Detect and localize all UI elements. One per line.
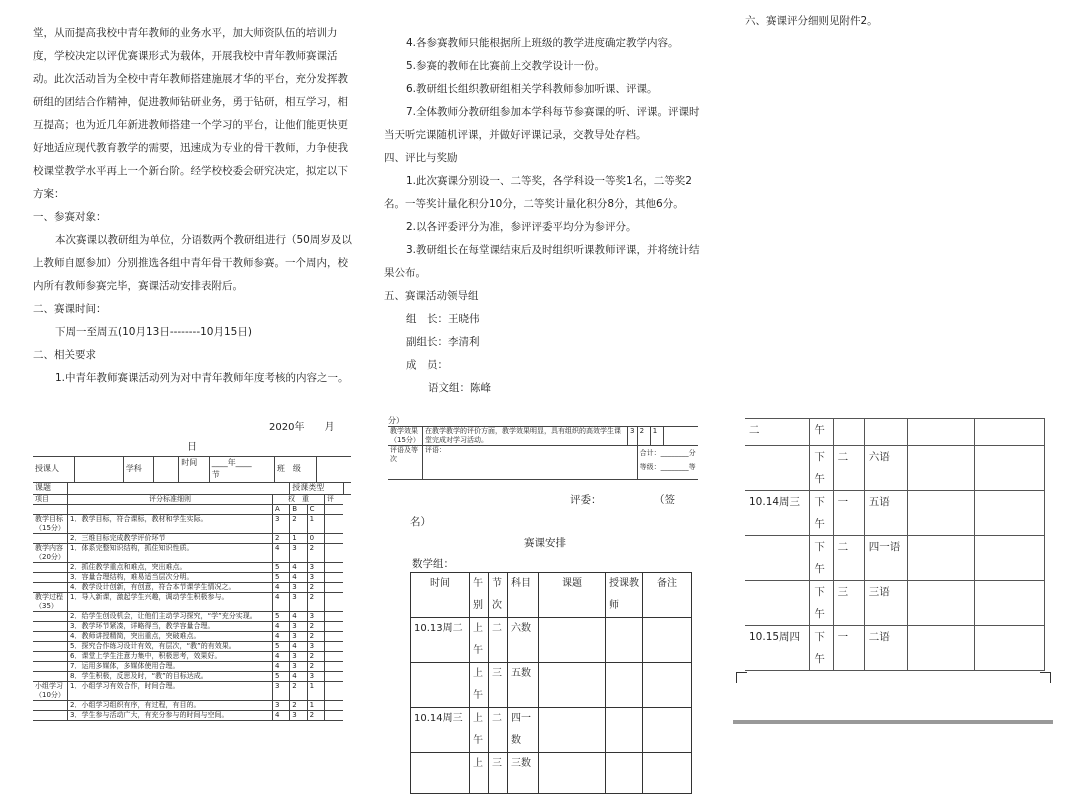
weight-a: 4 xyxy=(273,544,290,563)
paragraph-line: 互提高；也为近几年新进教师搭建一个学习的平台，让他们能更快更 xyxy=(33,119,348,131)
requirement-7a: 7.全体教师分教研组参加本学科每节参赛课的听、评课。评课时 xyxy=(406,106,700,118)
total-line: 合计：________分 xyxy=(639,449,696,457)
weight-a: 2 xyxy=(273,534,290,544)
section-leaders-title: 五、赛课活动领导组 xyxy=(384,290,479,302)
weight-a: 4 xyxy=(273,593,290,612)
schedule-cell xyxy=(606,708,643,753)
right-schedule-cell xyxy=(833,419,864,446)
head-period: 节次 xyxy=(489,573,508,618)
schedule-cell: 上午 xyxy=(470,618,489,663)
math-group-label: 数学组： xyxy=(412,558,454,570)
schedule-cell xyxy=(539,753,606,794)
notice-page-1 xyxy=(33,22,363,392)
right-schedule-cell: 下午 xyxy=(810,536,833,581)
right-schedule-cell: 午 xyxy=(810,419,833,446)
weight-b: 3 xyxy=(290,711,307,721)
criteria-rows xyxy=(33,515,351,721)
criteria-item: 7．运用多媒体，多媒体使用合理。 xyxy=(68,662,273,672)
requirement-4: 4.各参赛教师只能根据所上班级的教学进度确定教学内容。 xyxy=(406,37,679,49)
criteria-row xyxy=(33,573,351,583)
right-schedule-cell: 二语 xyxy=(864,626,907,671)
right-schedule-cell: 三 xyxy=(833,581,864,626)
criteria-row xyxy=(33,593,351,612)
criteria-group xyxy=(33,711,68,721)
weight-b: 2 xyxy=(290,701,307,711)
weight-c: 3 xyxy=(307,612,324,622)
criteria-group xyxy=(33,534,68,544)
right-schedule-cell xyxy=(975,446,1045,491)
right-schedule-cell xyxy=(864,419,907,446)
weight-a: 4 xyxy=(273,652,290,662)
paragraph-line: 本次赛课以教研组为单位，分语数两个教研组进行（50周岁及以 xyxy=(55,234,352,246)
section-awards-title: 四、评比与奖励 xyxy=(384,152,458,164)
weight-c: 3 xyxy=(307,672,324,682)
schedule-cell: 10.13周二 xyxy=(411,618,470,663)
head-subject: 科目 xyxy=(508,573,539,618)
score-cell xyxy=(325,622,344,632)
right-schedule-cell: 二 xyxy=(745,419,810,446)
class-label: 班 级 xyxy=(274,457,316,483)
criteria-group xyxy=(33,622,68,632)
weight-a: 4 xyxy=(273,583,290,593)
right-schedule-cell: 下午 xyxy=(810,491,833,536)
weight-c: 2 xyxy=(307,662,324,672)
form-table-wrap xyxy=(33,456,351,721)
weight-c: 1 xyxy=(307,682,324,701)
schedule-cell xyxy=(539,708,606,753)
schedule-row xyxy=(411,618,692,663)
schedule-cell xyxy=(643,663,692,708)
right-schedule-row xyxy=(745,491,1045,536)
contest-time-text: 下周一至周五(10月13日--------10月15日) xyxy=(55,326,252,338)
notice-page-2 xyxy=(384,32,719,392)
criteria-item: 2．小组学习组织有序，有过程，有目的。 xyxy=(68,701,273,711)
page-shadow-bar xyxy=(733,720,1053,724)
criteria-group xyxy=(33,632,68,642)
award-3b: 果公布。 xyxy=(384,267,426,279)
weight-c: 2 xyxy=(307,622,324,632)
criteria-item: 4．教学设计创新，有创意，符合本节课学生情况之。 xyxy=(68,583,273,593)
criteria-group xyxy=(33,662,68,672)
criteria-row xyxy=(33,672,351,682)
right-schedule-cell xyxy=(908,626,975,671)
comment-text: 评语： xyxy=(423,446,638,480)
weight-b: 3 xyxy=(290,593,307,612)
paragraph-line: 内所有教师参赛完毕，赛课活动安排表附后。 xyxy=(33,280,243,292)
weight-b: 4 xyxy=(290,672,307,682)
paragraph-line: 好地适应现代教育教学的需要，迅速成为专业的骨干教师，力争使我 xyxy=(33,142,348,154)
criteria-group xyxy=(33,612,68,622)
section-participants-title: 一、参赛对象： xyxy=(33,211,107,223)
criteria-group: 教学目标（15分） xyxy=(33,515,68,534)
weight-a: 3 xyxy=(273,515,290,534)
weight-a: 4 xyxy=(273,662,290,672)
right-schedule-row xyxy=(745,446,1045,491)
vice-leader-line: 副组长：李清利 xyxy=(406,336,480,348)
right-schedule-row xyxy=(745,626,1045,671)
schedule-cell: 三 xyxy=(489,663,508,708)
time-blank xyxy=(209,457,274,483)
period-label: 节 xyxy=(211,470,220,479)
head-half: 午别 xyxy=(470,573,489,618)
weight-c: 2 xyxy=(307,593,324,612)
weight-b: 3 xyxy=(290,622,307,632)
participants-paragraph xyxy=(33,229,363,298)
weight-a: 5 xyxy=(273,612,290,622)
schedule-cell: 六数 xyxy=(508,618,539,663)
requirement-5: 5.参赛的教师在比赛前上交教学设计一份。 xyxy=(406,60,606,72)
head-teacher: 授课教师 xyxy=(606,573,643,618)
criteria-group xyxy=(33,563,68,573)
right-schedule-cell: 六语 xyxy=(864,446,907,491)
weight-a: 3 xyxy=(273,701,290,711)
schedule-cell xyxy=(643,708,692,753)
weight-c: 1 xyxy=(307,701,324,711)
right-schedule-row xyxy=(745,536,1045,581)
criteria-item: 5．探究合作练习设计有效，有层次，“教”的有效果。 xyxy=(68,642,273,652)
form-main-table xyxy=(33,482,351,721)
criteria-row xyxy=(33,622,351,632)
right-schedule-row xyxy=(745,581,1045,626)
right-schedule-cell: 10.15周四 xyxy=(745,626,810,671)
schedule-cell xyxy=(411,663,470,708)
right-schedule-cell xyxy=(975,419,1045,446)
paragraph-line: 研组的团结合作精神，促进教师钻研业务，勇于钻研，相互学习，相 xyxy=(33,96,348,108)
schedule-page-right xyxy=(745,418,1055,750)
head-remark: 备注 xyxy=(643,573,692,618)
right-schedule-cell: 下午 xyxy=(810,626,833,671)
award-1b: 名。一等奖计量化积分10分，二等奖计量化积分8分，其他6分。 xyxy=(384,198,684,210)
criteria-item: 3．容量合理结构，难易适当层次分明。 xyxy=(68,573,273,583)
right-schedule-cell xyxy=(745,536,810,581)
schedule-page xyxy=(384,412,719,769)
weight-b: 4 xyxy=(290,563,307,573)
form-date-day: 日 xyxy=(187,442,197,453)
grade-b: B xyxy=(290,505,307,515)
criteria-group xyxy=(33,583,68,593)
right-schedule-cell xyxy=(745,581,810,626)
criteria-item: 1．教学目标，符合课标，教材和学生实际。 xyxy=(68,515,273,534)
right-schedule-cell xyxy=(908,446,975,491)
schedule-cell: 五数 xyxy=(508,663,539,708)
schedule-cell: 上午 xyxy=(470,663,489,708)
criteria-item: 1．导入新课，激起学生兴趣，调动学生积极参与。 xyxy=(68,593,273,612)
intro-paragraph xyxy=(33,22,363,206)
right-schedule-cell xyxy=(975,491,1045,536)
right-schedule-cell: 10.14周三 xyxy=(745,491,810,536)
effect-w-a: 3 xyxy=(628,427,638,446)
crop-mark-left xyxy=(736,672,747,683)
weight-a: 5 xyxy=(273,642,290,652)
weight-a: 3 xyxy=(273,682,290,701)
weight-c: 2 xyxy=(307,632,324,642)
criteria-row xyxy=(33,632,351,642)
weight-c: 2 xyxy=(307,544,324,563)
weight-a: 4 xyxy=(273,711,290,721)
criteria-row xyxy=(33,515,351,534)
schedule-cell: 二 xyxy=(489,708,508,753)
schedule-cell: 四一数 xyxy=(508,708,539,753)
crop-mark-right xyxy=(1040,672,1051,683)
score-cell xyxy=(325,652,344,662)
schedule-cell: 三数 xyxy=(508,753,539,794)
score-cell xyxy=(325,682,344,701)
criteria-row xyxy=(33,682,351,701)
right-schedule-row xyxy=(745,419,1045,446)
section-requirements-title: 二、相关要求 xyxy=(33,349,96,361)
weight-a: 5 xyxy=(273,563,290,573)
schedule-table xyxy=(410,572,692,794)
award-3a: 3.教研组长在每堂课结束后及时组织听课教师评课，并将统计结 xyxy=(406,244,700,256)
schedule-cell xyxy=(606,753,643,794)
paragraph-line: 方案： xyxy=(33,188,65,200)
schedule-cell xyxy=(643,753,692,794)
schedule-cell: 10.14周三 xyxy=(411,708,470,753)
criteria-item: 2．三维目标完成教学评价环节 xyxy=(68,534,273,544)
schedule-cell: 二 xyxy=(489,618,508,663)
criteria-row xyxy=(33,612,351,622)
head-time: 时间 xyxy=(411,573,470,618)
criteria-item: 1．小组学习有效合作，时间合理。 xyxy=(68,682,273,701)
leader-line: 组 长：王晓伟 xyxy=(406,313,480,325)
right-schedule-cell: 下午 xyxy=(810,446,833,491)
notice-page-3-top xyxy=(745,15,1055,38)
score-cell xyxy=(325,711,344,721)
criteria-row xyxy=(33,711,351,721)
score-cell xyxy=(325,632,344,642)
criteria-row xyxy=(33,662,351,672)
col-criteria: 评分标准细则 xyxy=(68,495,273,505)
schedule-cell xyxy=(643,618,692,663)
score-cell xyxy=(325,515,344,534)
criteria-row xyxy=(33,583,351,593)
weight-a: 5 xyxy=(273,672,290,682)
topic-label: 课题 xyxy=(33,483,68,495)
right-schedule-cell: 三语 xyxy=(864,581,907,626)
paragraph-line: 上教师自愿参加）分别推选各组中青年骨干教师参赛。一个周内，校 xyxy=(33,257,348,269)
award-2: 2.以各评委评分为准，参评评委平均分为参评分。 xyxy=(406,221,637,233)
weight-b: 4 xyxy=(290,612,307,622)
paragraph-line: 度，学校决定以评优赛课形式为载体，开展我校中青年教师赛课活 xyxy=(33,50,338,62)
right-schedule-cell xyxy=(745,446,810,491)
judge-sign-2: 名） xyxy=(410,516,431,528)
cut-text: 分） xyxy=(388,416,404,425)
score-cell xyxy=(325,573,344,583)
paragraph-line: 校课堂教学水平再上一个新台阶。经学校校委会研究决定，拟定以下 xyxy=(33,165,348,177)
right-schedule-cell: 二 xyxy=(833,536,864,581)
lesson-type-label: 授课类型 xyxy=(290,483,343,495)
right-schedule-cell xyxy=(908,491,975,536)
schedule-cell xyxy=(539,618,606,663)
time-label-text: 时间 xyxy=(181,458,198,467)
total-and-grade xyxy=(637,446,698,480)
score-cell xyxy=(325,563,344,573)
score-cell xyxy=(325,612,344,622)
form-header-table xyxy=(33,456,351,483)
criteria-row xyxy=(33,652,351,662)
effect-w-c: 1 xyxy=(650,427,663,446)
weight-c: 0 xyxy=(307,534,324,544)
weight-b: 2 xyxy=(290,682,307,701)
weight-c: 3 xyxy=(307,573,324,583)
right-schedule-cell: 五语 xyxy=(864,491,907,536)
criteria-group: 教学内容（20分） xyxy=(33,544,68,563)
weight-a: 4 xyxy=(273,622,290,632)
right-schedule-rows xyxy=(745,419,1045,671)
members-cut-line: 语文组：陈峰 xyxy=(428,382,491,394)
head-topic: 课题 xyxy=(539,573,606,618)
award-1a: 1.此次赛课分别设一、二等奖，各学科设一等奖1名，二等奖2 xyxy=(406,175,692,187)
subject-label: 学科 xyxy=(123,457,153,483)
criteria-group xyxy=(33,672,68,682)
score-cell xyxy=(325,593,344,612)
right-schedule-cell xyxy=(908,536,975,581)
requirement-7b: 当天听完课随机评课，并做好评课记录，交教导处存档。 xyxy=(384,129,647,141)
criteria-item: 4．教师讲授精简，突出重点，突破难点。 xyxy=(68,632,273,642)
grade-c: C xyxy=(307,505,324,515)
weight-b: 2 xyxy=(290,515,307,534)
criteria-row xyxy=(33,534,351,544)
criteria-group xyxy=(33,642,68,652)
weight-b: 1 xyxy=(290,534,307,544)
weight-c: 2 xyxy=(307,711,324,721)
schedule-title: 赛课安排 xyxy=(524,537,566,549)
weight-b: 4 xyxy=(290,573,307,583)
criteria-item: 2．给学生创设机会，让他们主动学习探究，“学”充分实现。 xyxy=(68,612,273,622)
right-schedule-cell: 下午 xyxy=(810,581,833,626)
right-schedule-table xyxy=(745,418,1045,671)
criteria-item: 1．体系完整知识结构，抓住知识性质。 xyxy=(68,544,273,563)
requirement-6: 6.教研组长组织教研组相关学科教师参加听课、评课。 xyxy=(406,83,658,95)
grade-a: A xyxy=(273,505,290,515)
time-blank-text: ____年____ xyxy=(211,458,252,467)
schedule-cell: 三 xyxy=(489,753,508,794)
criteria-item: 8．学生积极，反思及时，“教”的目标达成。 xyxy=(68,672,273,682)
score-cell xyxy=(325,534,344,544)
weight-c: 2 xyxy=(307,652,324,662)
effect-group: 教学效果（15分） xyxy=(388,427,423,446)
schedule-rows xyxy=(411,618,692,794)
score-cell xyxy=(325,583,344,593)
evaluation-form xyxy=(33,412,351,750)
section-time-title: 二、赛课时间： xyxy=(33,303,107,315)
schedule-cell xyxy=(606,663,643,708)
criteria-item: 6．课堂上学生注意力集中，积极思考，效果好。 xyxy=(68,652,273,662)
time-label xyxy=(179,457,209,483)
weight-a: 4 xyxy=(273,632,290,642)
teacher-label: 授课人 xyxy=(33,457,74,483)
score-cell xyxy=(325,544,344,563)
score-cell xyxy=(325,701,344,711)
schedule-cell xyxy=(606,618,643,663)
score-cell xyxy=(325,672,344,682)
weight-c: 3 xyxy=(307,563,324,573)
criteria-row xyxy=(33,642,351,652)
right-schedule-cell xyxy=(975,626,1045,671)
weight-c: 3 xyxy=(307,642,324,652)
right-schedule-cell xyxy=(908,581,975,626)
criteria-group: 小组学习（10分） xyxy=(33,682,68,701)
effect-item: 在教学教学的评价方面，教学效果明显，具有组织的高效学生课堂完成对学习活动。 xyxy=(423,427,628,446)
col-score: 评 xyxy=(325,495,344,505)
weight-b: 4 xyxy=(290,642,307,652)
schedule-row xyxy=(411,708,692,753)
score-cell xyxy=(325,642,344,652)
weight-b: 3 xyxy=(290,544,307,563)
schedule-cell: 上 xyxy=(470,753,489,794)
weight-c: 2 xyxy=(307,583,324,593)
criteria-row xyxy=(33,544,351,563)
weight-b: 3 xyxy=(290,583,307,593)
right-schedule-cell: 一 xyxy=(833,626,864,671)
comment-label: 评语及等次 xyxy=(388,446,423,480)
schedule-row xyxy=(411,753,692,794)
effect-w-b: 2 xyxy=(637,427,650,446)
schedule-cell: 上午 xyxy=(470,708,489,753)
members-line: 成 员： xyxy=(406,359,448,371)
weight-a: 5 xyxy=(273,573,290,583)
criteria-group xyxy=(33,652,68,662)
paragraph-line: 动。此次活动旨为全校中青年教师搭建施展才华的平台，充分发挥教 xyxy=(33,73,348,85)
form-end-table xyxy=(388,426,698,480)
right-schedule-cell xyxy=(908,419,975,446)
paragraph-line: 堂，从而提高我校中青年教师的业务水平，加大师资队伍的培训力 xyxy=(33,27,338,39)
criteria-group: 教学过程（35） xyxy=(33,593,68,612)
schedule-cell xyxy=(539,663,606,708)
requirement-1: 1.中青年教师赛课活动列为对中青年教师年度考核的内容之一。 xyxy=(55,372,349,384)
criteria-item: 2．抓住教学重点和难点，突出难点。 xyxy=(68,563,273,573)
form-date-year: 2020年 月 xyxy=(269,422,335,433)
grade-line: 等级：________等 xyxy=(639,463,696,471)
weight-b: 3 xyxy=(290,632,307,642)
right-schedule-cell xyxy=(975,536,1045,581)
criteria-item: 3．学生参与活动广大，有充分参与的时间与空间。 xyxy=(68,711,273,721)
weight-b: 3 xyxy=(290,652,307,662)
schedule-cell xyxy=(411,753,470,794)
schedule-row xyxy=(411,663,692,708)
form-end-wrap xyxy=(388,416,698,480)
score-cell xyxy=(325,662,344,672)
criteria-group xyxy=(33,573,68,583)
right-schedule-cell xyxy=(975,581,1045,626)
criteria-group xyxy=(33,701,68,711)
cut-off-line: 六、赛课评分细则见附件2。 xyxy=(745,15,878,27)
right-schedule-cell: 二 xyxy=(833,446,864,491)
weight-b: 3 xyxy=(290,662,307,672)
judge-sign: 评委： （签 xyxy=(570,494,675,506)
criteria-row xyxy=(33,701,351,711)
right-schedule-cell: 四一语 xyxy=(864,536,907,581)
col-weight: 权 重 xyxy=(273,495,325,505)
weight-c: 1 xyxy=(307,515,324,534)
criteria-row xyxy=(33,563,351,573)
right-schedule-cell: 一 xyxy=(833,491,864,536)
criteria-item: 3．教学环节紧凑，详略得当，教学容量合理。 xyxy=(68,622,273,632)
col-item: 项目 xyxy=(33,495,68,505)
